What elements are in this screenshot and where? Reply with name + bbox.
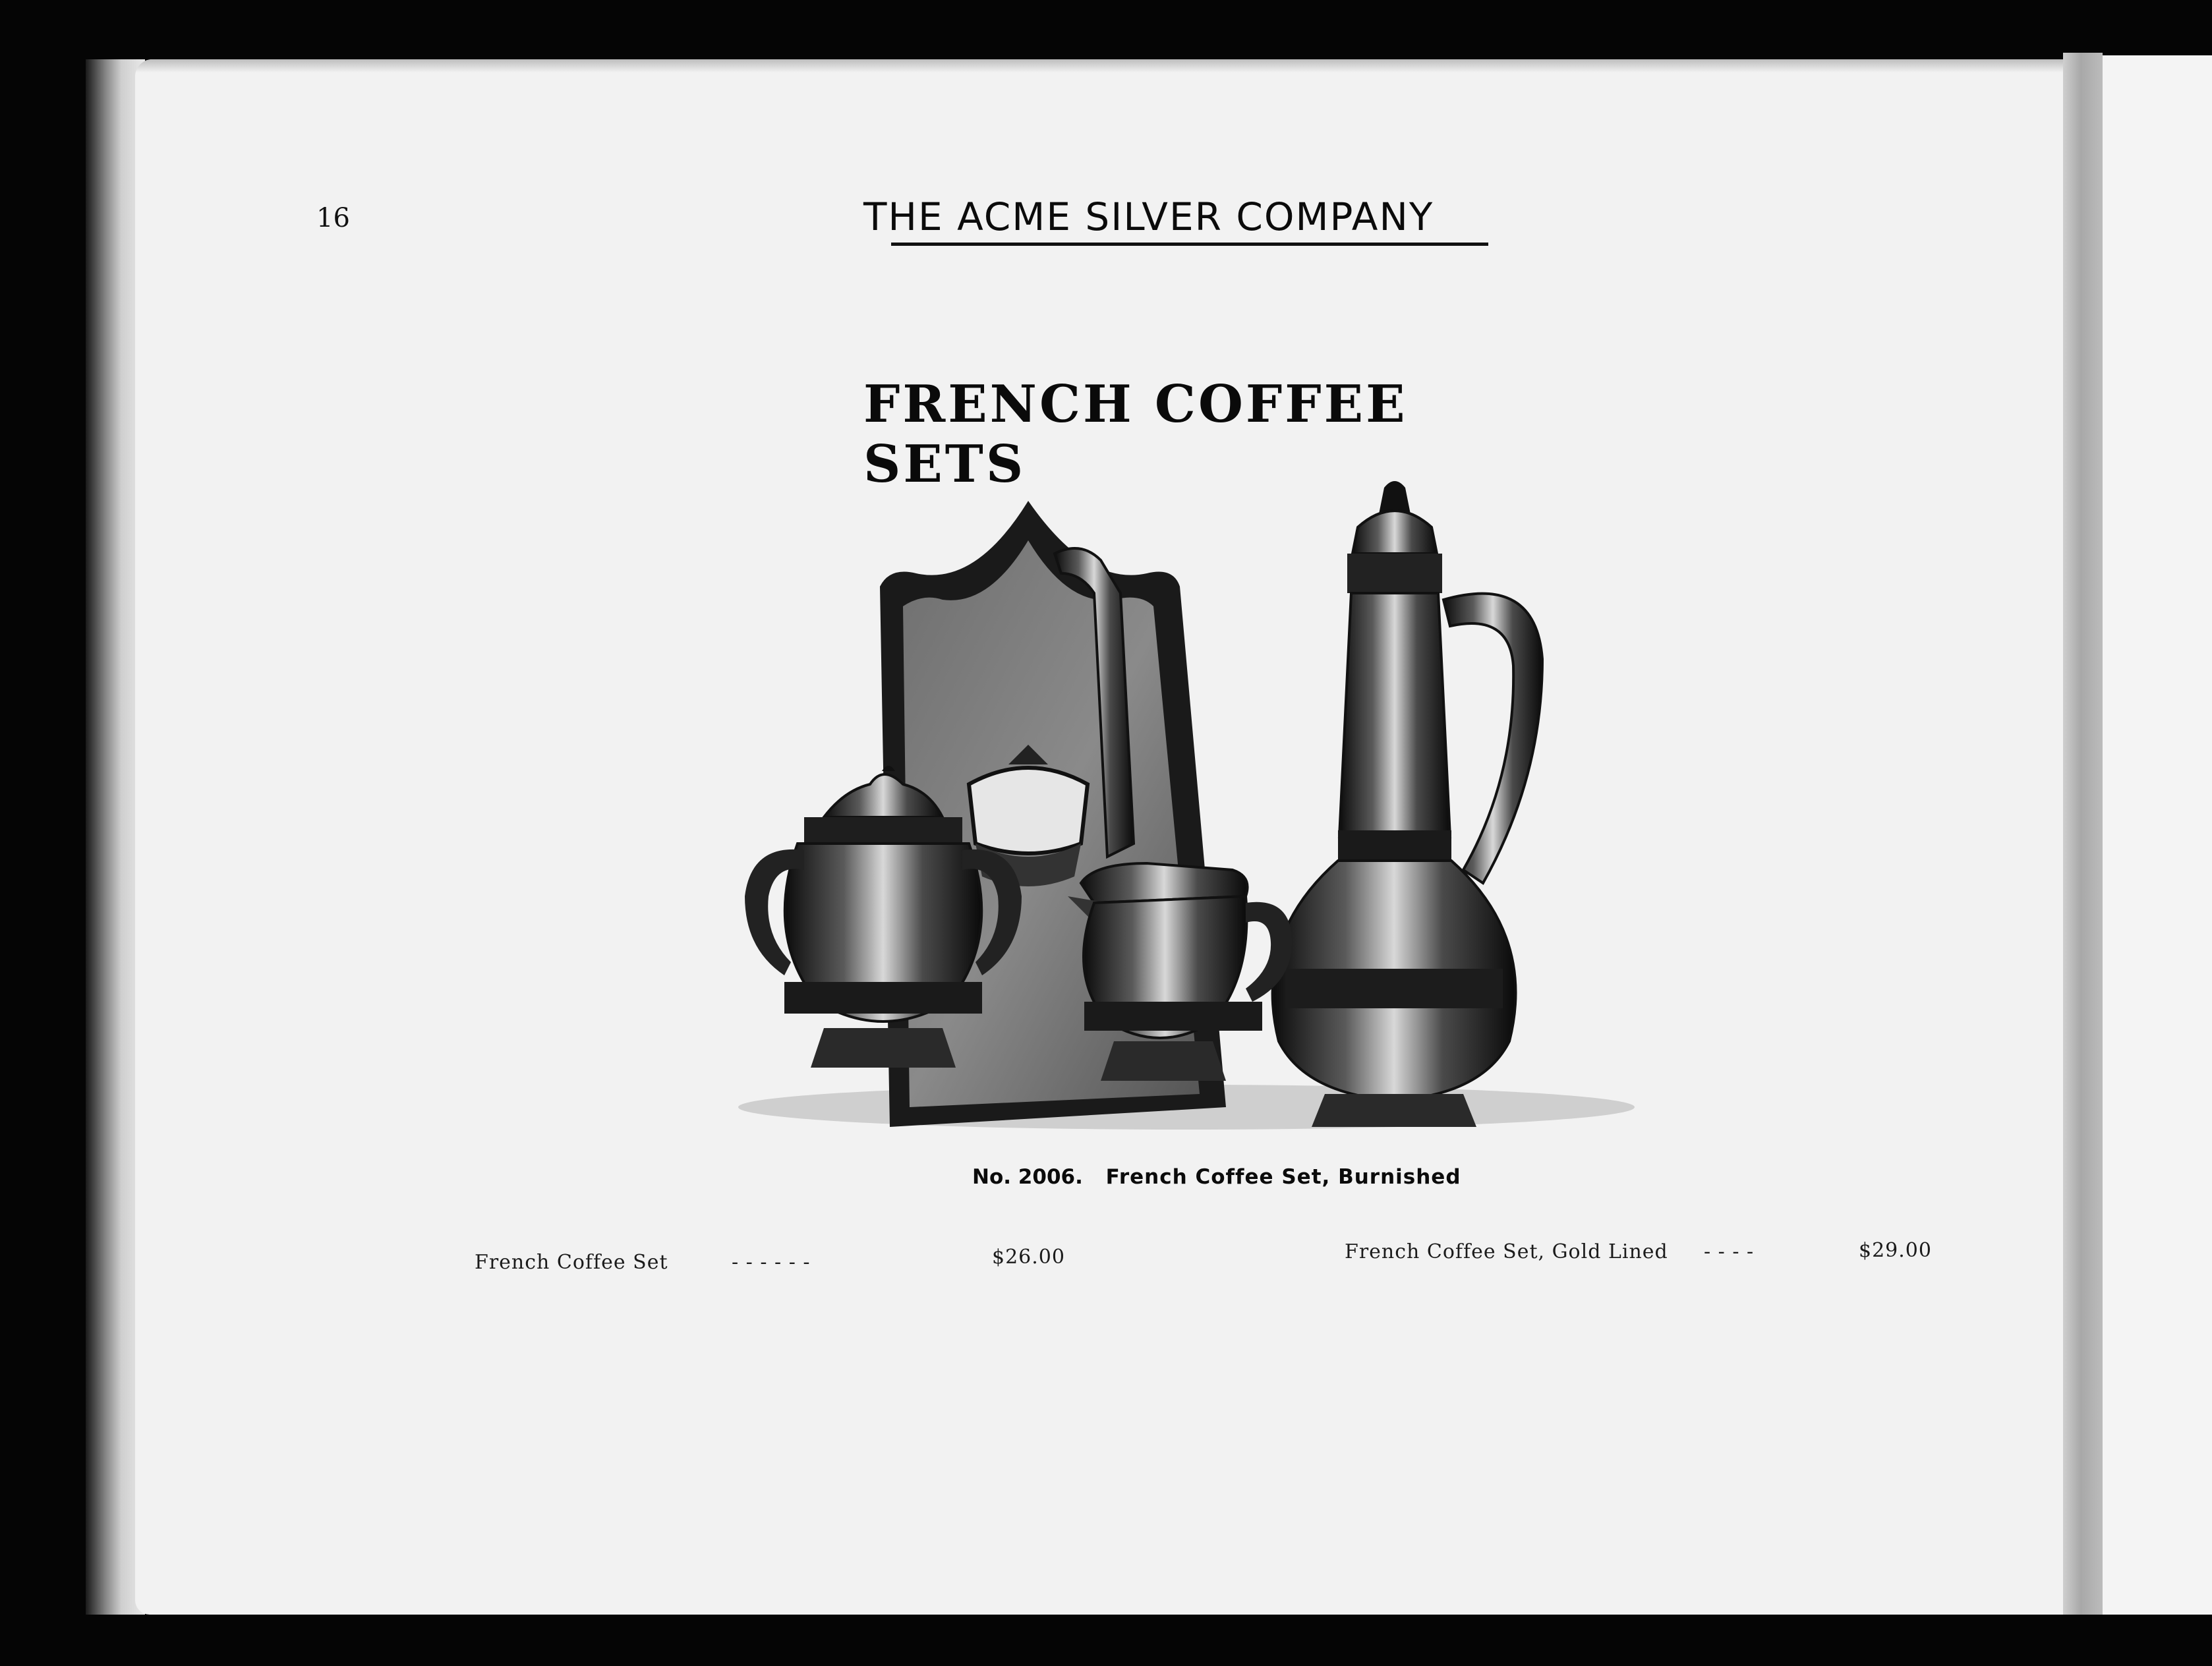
page-number: 16 (316, 203, 350, 233)
page-top-shadow (135, 59, 2080, 72)
product-number: No. 2006. (972, 1165, 1083, 1189)
price-leader: - - - - (1704, 1240, 1755, 1263)
header-underline (891, 243, 1488, 246)
price-item-label: French Coffee Set, Gold Lined (1345, 1240, 1668, 1263)
product-description: French Coffee Set, Burnished (1105, 1165, 1461, 1189)
product-caption (972, 1165, 1461, 1189)
price-item-label: French Coffee Set (475, 1251, 668, 1274)
facing-page-edge (2103, 55, 2212, 1615)
company-header: THE ACME SILVER COMPANY (863, 194, 1434, 239)
price-leader: - - - - - - (732, 1251, 811, 1274)
book-gutter (2063, 53, 2103, 1615)
price-value: $26.00 (992, 1246, 1065, 1269)
coffee-set-illustration (725, 474, 1661, 1134)
price-value: $29.00 (1859, 1239, 1932, 1262)
page-heading: FRENCH COFFEE SETS (863, 374, 1408, 494)
